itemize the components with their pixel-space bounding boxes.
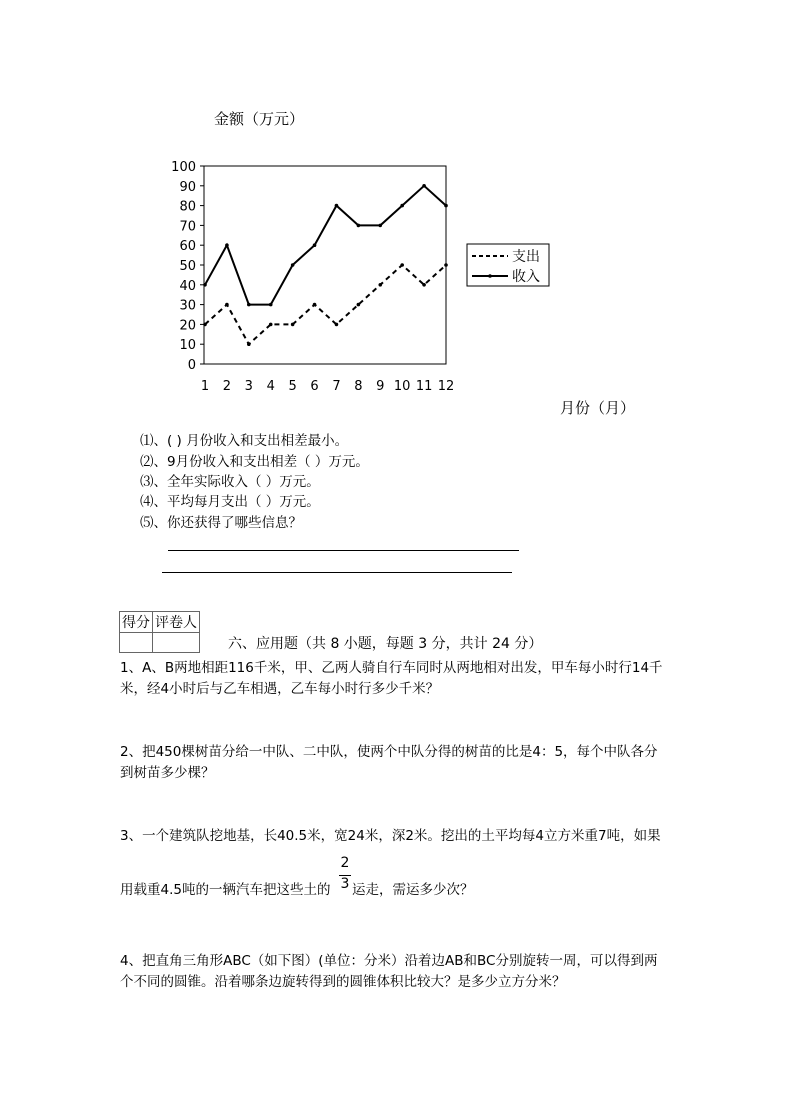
data-point-income <box>378 224 382 228</box>
grader-cell <box>153 633 200 653</box>
question-5: ⑸、你还获得了哪些信息？ <box>140 515 302 531</box>
x-tick-label: 3 <box>244 379 253 394</box>
x-tick-label: 10 <box>393 379 411 394</box>
y-tick-label: 50 <box>179 259 196 274</box>
data-point-expense <box>291 323 295 327</box>
data-point-income <box>225 243 229 247</box>
series-line-expense <box>205 265 446 344</box>
data-point-expense <box>357 303 361 307</box>
y-tick-label: 40 <box>179 278 196 294</box>
data-point-expense <box>422 283 426 287</box>
score-table <box>119 611 200 653</box>
problem-3-line-2b: 运走，需运多少次？ <box>352 882 474 898</box>
chart-ylabel: 金额（万元） <box>214 110 305 128</box>
data-point-expense <box>400 263 404 267</box>
y-tick-label: 70 <box>179 219 196 235</box>
data-point-expense <box>269 323 273 327</box>
data-point-expense <box>225 303 229 307</box>
y-tick-label: 80 <box>179 199 196 215</box>
data-point-income <box>269 303 273 307</box>
x-tick-label: 11 <box>415 379 433 394</box>
score-header: 得分 <box>120 612 153 633</box>
y-tick-label: 0 <box>187 358 196 373</box>
problem-1-line-1: 1、A、B两地相距116千米，甲、乙两人骑自行车同时从两地相对出发，甲车每小时行14千 <box>120 660 663 676</box>
data-point-income <box>400 204 404 208</box>
answer-line-1 <box>168 550 519 551</box>
x-tick-label: 9 <box>376 379 385 394</box>
y-tick-label: 100 <box>171 160 196 175</box>
y-tick-label: 90 <box>179 179 196 195</box>
question-4: ⑷、平均每月支出（ ）万元。 <box>140 494 320 510</box>
data-point-income <box>357 224 361 228</box>
data-point-expense <box>247 342 251 346</box>
legend-marker-income <box>488 274 492 278</box>
x-tick-label: 12 <box>437 379 455 394</box>
problem-3-line-1: 3、一个建筑队挖地基，长40.5米，宽24米，深2米。挖出的土平均每4立方米重7吨，如果 <box>120 828 661 844</box>
answer-line-2 <box>162 572 512 573</box>
plot-area <box>204 166 446 364</box>
y-tick-label: 10 <box>179 338 196 354</box>
question-3: ⑶、全年实际收入（ ）万元。 <box>140 474 320 490</box>
data-point-expense <box>444 263 448 267</box>
question-1: ⑴、( ) 月份收入和支出相差最小。 <box>140 433 349 449</box>
data-point-income <box>247 303 251 307</box>
data-point-income <box>422 184 426 188</box>
section-title: 六、应用题（共 8 小题，每题 3 分，共计 24 分） <box>228 636 543 652</box>
data-point-income <box>291 263 295 267</box>
problem-1-line-2: 米，经4小时后与乙车相遇，乙车每小时行多少千米？ <box>120 681 440 697</box>
x-tick-label: 5 <box>288 379 297 394</box>
x-tick-label: 8 <box>354 379 363 394</box>
data-point-income <box>335 204 339 208</box>
data-point-expense <box>313 303 317 307</box>
problem-4-line-2: 个不同的圆锥。沿着哪条边旋转得到的圆锥体积比较大？是多少立方分米？ <box>120 974 566 990</box>
grader-header: 评卷人 <box>153 612 200 633</box>
x-tick-label: 6 <box>310 379 319 394</box>
x-tick-label: 1 <box>200 379 210 394</box>
legend-label-income: 收入 <box>512 269 540 285</box>
fraction-numerator: 2 <box>340 855 350 871</box>
question-2: ⑵、9月份收入和支出相差（ ）万元。 <box>140 454 369 470</box>
x-tick-label: 7 <box>332 379 341 394</box>
y-tick-label: 20 <box>179 318 196 334</box>
data-point-expense <box>335 323 339 327</box>
legend-label-expense: 支出 <box>512 249 540 265</box>
problem-3-line-2a: 用载重4.5吨的一辆汽车把这些土的 <box>120 882 331 898</box>
x-tick-label: 2 <box>222 379 232 394</box>
data-point-expense <box>203 323 207 327</box>
line-chart <box>0 0 790 420</box>
data-point-income <box>203 283 207 287</box>
problem-4-line-1: 4、把直角三角形ABC（如下图）(单位：分米）沿着边AB和BC分别旋转一周，可以得到两 <box>120 953 658 969</box>
score-cell <box>120 633 153 653</box>
data-point-income <box>313 243 317 247</box>
data-point-income <box>444 204 448 208</box>
problem-2-line-1: 2、把450棵树苗分给一中队、二中队，使两个中队分得的树苗的比是4：5，每个中队各分 <box>120 744 658 760</box>
chart-xlabel: 月份（月） <box>560 399 636 417</box>
y-tick-label: 60 <box>179 239 196 255</box>
data-point-expense <box>378 283 382 287</box>
x-tick-label: 4 <box>266 379 275 394</box>
series-line-income <box>205 186 446 305</box>
y-tick-label: 30 <box>179 298 196 314</box>
fraction-denominator: 3 <box>340 876 350 892</box>
problem-2-line-2: 到树苗多少棵？ <box>120 765 215 781</box>
